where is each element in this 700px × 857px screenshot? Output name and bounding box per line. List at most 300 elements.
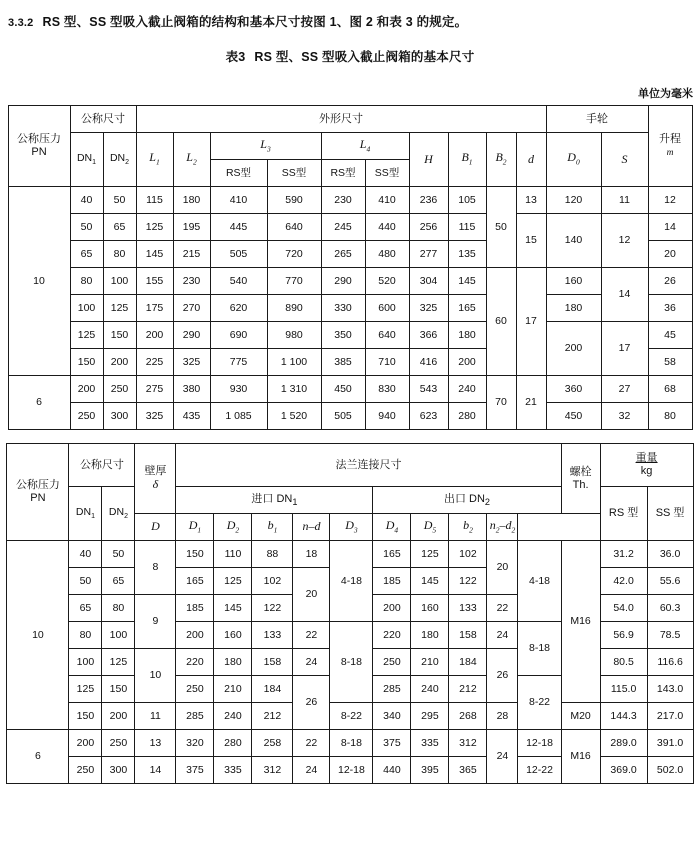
cell-l2: 215 — [173, 241, 210, 268]
header-dn1: $DN_1$ — [70, 133, 103, 187]
cell-dn2: 150 — [103, 322, 136, 349]
cell-dn1: 50 — [70, 214, 103, 241]
cell-d0: 120 — [546, 187, 601, 214]
cell-lift: 12 — [648, 187, 692, 214]
cell-b1: 105 — [448, 187, 486, 214]
cell-wall-thickness: 10 — [135, 649, 176, 703]
table-row — [7, 541, 693, 568]
cell-d: 17 — [516, 268, 546, 376]
cell-l1: 200 — [136, 322, 173, 349]
cell-flange-d5: 268 — [449, 703, 487, 730]
table-row — [8, 376, 692, 403]
cell-flange-d1: 125 — [214, 568, 252, 595]
cell-lift: 58 — [648, 349, 692, 376]
cell-wall-thickness: 8 — [135, 541, 176, 595]
header-flange-dimensions: 法兰连接尺寸 — [176, 444, 561, 487]
cell-flange-d1: 335 — [214, 757, 252, 784]
cell-l4-ss: 830 — [365, 376, 409, 403]
cell-flange-b2: 22 — [487, 595, 518, 622]
header-flange-d4: $D_4$ — [373, 514, 411, 541]
cell-flange-b1: 22 — [293, 622, 330, 649]
cell-flange-d1: 180 — [214, 649, 252, 676]
unit-note: 单位为毫米 — [638, 88, 693, 100]
cell-weight-rs: 289.0 — [600, 730, 647, 757]
cell-flange-n2d2: 8-18 — [518, 622, 561, 676]
cell-weight-rs: 56.9 — [600, 622, 647, 649]
clause-number: 3.3.2 — [8, 17, 34, 29]
cell-flange-d5: 122 — [449, 568, 487, 595]
cell-flange-d2: 88 — [252, 541, 293, 568]
cell-wall-thickness: 11 — [135, 703, 176, 730]
cell-flange-nd: 4-18 — [330, 541, 373, 622]
cell-flange-d3: 285 — [373, 676, 411, 703]
cell-flange-d3: 165 — [373, 541, 411, 568]
cell-flange-d2: 122 — [252, 595, 293, 622]
cell-weight-rs: 369.0 — [600, 757, 647, 784]
cell-dn1: 125 — [69, 676, 102, 703]
cell-weight-rs: 144.3 — [600, 703, 647, 730]
cell-flange-d4: 240 — [411, 676, 449, 703]
cell-dn2: 100 — [103, 268, 136, 295]
cell-dn1: 100 — [70, 295, 103, 322]
cell-flange-d1: 280 — [214, 730, 252, 757]
cell-b2: 70 — [486, 376, 516, 430]
cell-dn1: 80 — [69, 622, 102, 649]
cell-l1: 155 — [136, 268, 173, 295]
header-handwheel: 手轮 — [546, 106, 648, 133]
header-d: d — [516, 133, 546, 187]
cell-flange-d3: 375 — [373, 730, 411, 757]
cell-lift: 68 — [648, 376, 692, 403]
cell-b1: 165 — [448, 295, 486, 322]
cell-b1: 180 — [448, 322, 486, 349]
table-title — [0, 30, 700, 65]
cell-b1: 200 — [448, 349, 486, 376]
cell-dn2: 150 — [102, 676, 135, 703]
cell-h: 277 — [409, 241, 448, 268]
cell-dn1: 80 — [70, 268, 103, 295]
cell-l3-ss: 770 — [267, 268, 321, 295]
cell-flange-d1: 145 — [214, 595, 252, 622]
cell-b1: 145 — [448, 268, 486, 295]
cell-flange-d1: 160 — [214, 622, 252, 649]
cell-flange-b2: 24 — [487, 622, 518, 649]
cell-l3-rs: 690 — [210, 322, 267, 349]
cell-flange-d1: 210 — [214, 676, 252, 703]
cell-h: 256 — [409, 214, 448, 241]
cell-b2: 60 — [486, 268, 516, 376]
cell-weight-ss: 143.0 — [647, 676, 693, 703]
cell-l4-rs: 505 — [321, 403, 365, 430]
cell-weight-ss: 60.3 — [647, 595, 693, 622]
table-basic-dimensions — [8, 105, 693, 430]
table-row — [8, 214, 692, 241]
cell-h: 623 — [409, 403, 448, 430]
cell-dn2: 100 — [102, 622, 135, 649]
header-flange-d: D — [135, 514, 176, 541]
header-nominal-size: 公称尺寸 — [69, 444, 135, 487]
cell-bolt-thread: M16 — [561, 730, 600, 784]
table-row — [8, 403, 692, 430]
header-lift: 升程 m — [648, 106, 692, 187]
cell-flange-d1: 240 — [214, 703, 252, 730]
cell-l4-ss: 440 — [365, 214, 409, 241]
cell-dn2: 50 — [103, 187, 136, 214]
header-l1: $L_1$ — [136, 133, 173, 187]
cell-d: 15 — [516, 214, 546, 268]
cell-weight-ss: 391.0 — [647, 730, 693, 757]
cell-flange-d1: 110 — [214, 541, 252, 568]
cell-l3-ss: 640 — [267, 214, 321, 241]
cell-flange-b2: 26 — [487, 649, 518, 703]
cell-flange-d4: 145 — [411, 568, 449, 595]
cell-s: 17 — [601, 322, 648, 376]
cell-dn1: 250 — [70, 403, 103, 430]
cell-s: 27 — [601, 376, 648, 403]
cell-l3-ss: 980 — [267, 322, 321, 349]
cell-flange-d3: 340 — [373, 703, 411, 730]
cell-wall-thickness: 14 — [135, 757, 176, 784]
cell-l3-ss: 1 310 — [267, 376, 321, 403]
header-l4: $L_4$ — [321, 133, 409, 160]
header-nominal-pressure: 公称压力 PN — [8, 106, 70, 187]
cell-dn2: 200 — [103, 349, 136, 376]
cell-flange-d5: 102 — [449, 541, 487, 568]
table-flange-dimensions — [6, 443, 693, 784]
header-s: S — [601, 133, 648, 187]
cell-h: 304 — [409, 268, 448, 295]
cell-flange-d3: 440 — [373, 757, 411, 784]
cell-weight-rs: 115.0 — [600, 676, 647, 703]
cell-weight-rs: 80.5 — [600, 649, 647, 676]
cell-flange-b1: 24 — [293, 649, 330, 676]
header-weight: 重量 kg — [600, 444, 693, 487]
cell-weight-rs: 54.0 — [600, 595, 647, 622]
cell-flange-d: 375 — [176, 757, 214, 784]
cell-l1: 145 — [136, 241, 173, 268]
cell-h: 325 — [409, 295, 448, 322]
cell-flange-d2: 258 — [252, 730, 293, 757]
cell-weight-rs: 31.2 — [600, 541, 647, 568]
cell-nominal-pressure: 10 — [7, 541, 69, 730]
cell-l4-ss: 640 — [365, 322, 409, 349]
cell-d0: 140 — [546, 214, 601, 268]
cell-dn1: 65 — [69, 595, 102, 622]
cell-h: 366 — [409, 322, 448, 349]
cell-l3-rs: 620 — [210, 295, 267, 322]
cell-l1: 225 — [136, 349, 173, 376]
header-l4-rs-type: RS型 — [321, 160, 365, 187]
cell-h: 543 — [409, 376, 448, 403]
cell-flange-d2: 312 — [252, 757, 293, 784]
cell-flange-b1: 26 — [293, 676, 330, 730]
cell-s: 14 — [601, 268, 648, 322]
cell-flange-d2: 158 — [252, 649, 293, 676]
cell-d0: 450 — [546, 403, 601, 430]
cell-d0: 200 — [546, 322, 601, 376]
cell-l4-ss: 410 — [365, 187, 409, 214]
cell-l3-rs: 505 — [210, 241, 267, 268]
cell-flange-d5: 365 — [449, 757, 487, 784]
cell-b1: 280 — [448, 403, 486, 430]
cell-l4-ss: 520 — [365, 268, 409, 295]
header-flange-d2: $D_2$ — [214, 514, 252, 541]
cell-dn1: 250 — [69, 757, 102, 784]
cell-flange-d: 165 — [176, 568, 214, 595]
cell-dn2: 65 — [103, 214, 136, 241]
cell-dn1: 150 — [69, 703, 102, 730]
header-nominal-pressure: 公称压力 PN — [7, 444, 69, 541]
cell-l2: 435 — [173, 403, 210, 430]
cell-dn2: 80 — [103, 241, 136, 268]
table-row — [8, 295, 692, 322]
header-dn2: $DN_2$ — [103, 133, 136, 187]
cell-l3-rs: 930 — [210, 376, 267, 403]
cell-dn1: 40 — [69, 541, 102, 568]
cell-l2: 230 — [173, 268, 210, 295]
header-l3-rs-type: RS型 — [210, 160, 267, 187]
cell-bolt-thread: M16 — [561, 541, 600, 703]
cell-l3-rs: 540 — [210, 268, 267, 295]
cell-flange-d: 320 — [176, 730, 214, 757]
cell-flange-d2: 102 — [252, 568, 293, 595]
cell-flange-d4: 160 — [411, 595, 449, 622]
header-flange-d1: $D_1$ — [176, 514, 214, 541]
cell-flange-d4: 295 — [411, 703, 449, 730]
cell-l4-rs: 245 — [321, 214, 365, 241]
cell-lift: 80 — [648, 403, 692, 430]
header-weight-rs-type: RS 型 — [600, 487, 647, 541]
cell-d0: 160 — [546, 268, 601, 295]
header-l2: $L_2$ — [173, 133, 210, 187]
cell-flange-d2: 133 — [252, 622, 293, 649]
cell-dn2: 50 — [102, 541, 135, 568]
cell-flange-d2: 212 — [252, 703, 293, 730]
table-row — [8, 268, 692, 295]
cell-l3-rs: 445 — [210, 214, 267, 241]
cell-flange-n2d2: 12-18 — [518, 730, 561, 757]
cell-l2: 195 — [173, 214, 210, 241]
header-flange-d5: $D_5$ — [411, 514, 449, 541]
cell-dn1: 40 — [70, 187, 103, 214]
cell-l2: 380 — [173, 376, 210, 403]
header-outlet: 出口 $DN_2$ — [373, 487, 561, 514]
header-flange-b1: $b_1$ — [252, 514, 293, 541]
header-flange-d3: $D_3$ — [330, 514, 373, 541]
cell-dn1: 150 — [70, 349, 103, 376]
cell-dn2: 300 — [102, 757, 135, 784]
header-dn2: $DN_2$ — [102, 487, 135, 541]
cell-l4-rs: 330 — [321, 295, 365, 322]
cell-flange-d3: 250 — [373, 649, 411, 676]
cell-dn1: 125 — [70, 322, 103, 349]
cell-l2: 270 — [173, 295, 210, 322]
cell-l1: 275 — [136, 376, 173, 403]
cell-flange-n2d2: 12-22 — [518, 757, 561, 784]
cell-l4-rs: 385 — [321, 349, 365, 376]
cell-nominal-pressure: 6 — [8, 376, 70, 430]
cell-l2: 290 — [173, 322, 210, 349]
table-row — [8, 187, 692, 214]
header-b2: $B_2$ — [486, 133, 516, 187]
cell-flange-d3: 220 — [373, 622, 411, 649]
cell-flange-d4: 395 — [411, 757, 449, 784]
cell-l2: 180 — [173, 187, 210, 214]
cell-l3-rs: 775 — [210, 349, 267, 376]
cell-lift: 45 — [648, 322, 692, 349]
header-wall-thickness: 壁厚 δ — [135, 444, 176, 514]
cell-flange-d: 185 — [176, 595, 214, 622]
header-inlet: 进口 $DN_1$ — [176, 487, 373, 514]
cell-flange-d3: 200 — [373, 595, 411, 622]
cell-l4-ss: 710 — [365, 349, 409, 376]
cell-flange-d4: 210 — [411, 649, 449, 676]
cell-l3-rs: 1 085 — [210, 403, 267, 430]
cell-flange-b2: 24 — [487, 730, 518, 784]
cell-dn1: 50 — [69, 568, 102, 595]
cell-d0: 360 — [546, 376, 601, 403]
cell-flange-b2: 28 — [487, 703, 518, 730]
cell-nominal-pressure: 6 — [7, 730, 69, 784]
table-title-label: 表3 — [225, 50, 246, 64]
cell-l4-rs: 230 — [321, 187, 365, 214]
header-flange-b2: $b_2$ — [449, 514, 487, 541]
cell-l3-rs: 410 — [210, 187, 267, 214]
cell-b1: 115 — [448, 214, 486, 241]
cell-dn2: 125 — [102, 649, 135, 676]
cell-bolt-thread: M20 — [561, 703, 600, 730]
cell-d: 13 — [516, 187, 546, 214]
header-b1: $B_1$ — [448, 133, 486, 187]
cell-dn2: 80 — [102, 595, 135, 622]
cell-flange-d5: 133 — [449, 595, 487, 622]
table-row — [7, 730, 693, 757]
table-row — [8, 322, 692, 349]
cell-d0: 180 — [546, 295, 601, 322]
cell-flange-d5: 158 — [449, 622, 487, 649]
cell-wall-thickness: 13 — [135, 730, 176, 757]
table-gap — [0, 430, 700, 443]
cell-flange-nd: 8-22 — [330, 703, 373, 730]
cell-flange-d4: 180 — [411, 622, 449, 649]
cell-b2: 50 — [486, 187, 516, 268]
table-header-row — [8, 133, 692, 160]
cell-dn2: 250 — [102, 730, 135, 757]
cell-dn2: 65 — [102, 568, 135, 595]
cell-l3-ss: 720 — [267, 241, 321, 268]
cell-flange-d5: 312 — [449, 730, 487, 757]
cell-weight-ss: 217.0 — [647, 703, 693, 730]
cell-l3-ss: 1 520 — [267, 403, 321, 430]
cell-flange-nd: 8-18 — [330, 622, 373, 703]
cell-dn2: 200 — [102, 703, 135, 730]
header-d0: $D_0$ — [546, 133, 601, 187]
cell-l4-ss: 480 — [365, 241, 409, 268]
cell-flange-d4: 125 — [411, 541, 449, 568]
table-title-text: RS 型、SS 型吸入截止阀箱的基本尺寸 — [254, 50, 475, 64]
cell-flange-b1: 20 — [293, 568, 330, 622]
cell-flange-n2d2: 4-18 — [518, 541, 561, 622]
cell-flange-d: 150 — [176, 541, 214, 568]
table-header-row — [8, 106, 692, 133]
cell-h: 416 — [409, 349, 448, 376]
cell-dn1: 65 — [70, 241, 103, 268]
header-l3: $L_3$ — [210, 133, 321, 160]
cell-weight-ss: 36.0 — [647, 541, 693, 568]
cell-d: 21 — [516, 376, 546, 430]
clause-heading — [0, 0, 700, 30]
cell-dn2: 250 — [103, 376, 136, 403]
cell-lift: 26 — [648, 268, 692, 295]
header-outline-dimensions: 外形尺寸 — [136, 106, 546, 133]
cell-s: 32 — [601, 403, 648, 430]
cell-flange-d5: 184 — [449, 649, 487, 676]
cell-weight-ss: 78.5 — [647, 622, 693, 649]
cell-l4-rs: 265 — [321, 241, 365, 268]
cell-nominal-pressure: 10 — [8, 187, 70, 376]
cell-lift: 14 — [648, 214, 692, 241]
cell-flange-d: 220 — [176, 649, 214, 676]
cell-weight-rs: 42.0 — [600, 568, 647, 595]
cell-flange-b1: 22 — [293, 730, 330, 757]
cell-l4-ss: 940 — [365, 403, 409, 430]
header-l4-ss-type: SS型 — [365, 160, 409, 187]
cell-weight-ss: 116.6 — [647, 649, 693, 676]
cell-flange-d: 200 — [176, 622, 214, 649]
cell-l4-rs: 450 — [321, 376, 365, 403]
cell-flange-d: 250 — [176, 676, 214, 703]
header-nominal-size: 公称尺寸 — [70, 106, 136, 133]
cell-l1: 115 — [136, 187, 173, 214]
cell-h: 236 — [409, 187, 448, 214]
cell-l3-ss: 590 — [267, 187, 321, 214]
cell-dn2: 300 — [103, 403, 136, 430]
header-dn1: $DN_1$ — [69, 487, 102, 541]
table-row — [7, 703, 693, 730]
cell-l1: 125 — [136, 214, 173, 241]
cell-l4-ss: 600 — [365, 295, 409, 322]
cell-flange-d: 285 — [176, 703, 214, 730]
header-weight-ss-type: SS 型 — [647, 487, 693, 541]
header-l3-ss-type: SS型 — [267, 160, 321, 187]
cell-weight-ss: 502.0 — [647, 757, 693, 784]
cell-dn1: 200 — [70, 376, 103, 403]
cell-wall-thickness: 9 — [135, 595, 176, 649]
header-bolt: 螺栓 Th. — [561, 444, 600, 514]
cell-b1: 240 — [448, 376, 486, 403]
cell-weight-ss: 55.6 — [647, 568, 693, 595]
cell-flange-nd: 12-18 — [330, 757, 373, 784]
cell-b1: 135 — [448, 241, 486, 268]
header-flange-n2d2: $n_2-d_2$ — [487, 514, 518, 541]
cell-dn2: 125 — [103, 295, 136, 322]
cell-l1: 175 — [136, 295, 173, 322]
cell-lift: 36 — [648, 295, 692, 322]
cell-flange-d4: 335 — [411, 730, 449, 757]
cell-dn1: 200 — [69, 730, 102, 757]
cell-s: 12 — [601, 214, 648, 268]
cell-flange-b1: 18 — [293, 541, 330, 568]
header-h: H — [409, 133, 448, 187]
cell-flange-d5: 212 — [449, 676, 487, 703]
table-header-row — [7, 444, 693, 487]
cell-l1: 325 — [136, 403, 173, 430]
cell-flange-d2: 184 — [252, 676, 293, 703]
cell-s: 11 — [601, 187, 648, 214]
clause-text: RS 型、SS 型吸入截止阀箱的结构和基本尺寸按图 1、图 2 和表 3 的规定。 — [42, 15, 468, 29]
cell-l3-ss: 1 100 — [267, 349, 321, 376]
cell-flange-b2: 20 — [487, 541, 518, 595]
